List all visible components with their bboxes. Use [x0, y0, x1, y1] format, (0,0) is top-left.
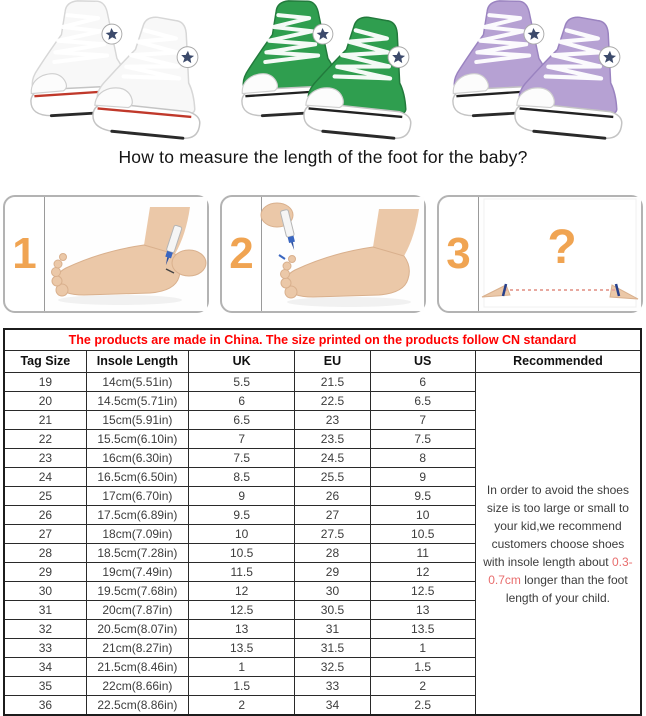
table-cell: 24 [4, 468, 86, 487]
table-cell: 22cm(8.66in) [86, 677, 188, 696]
table-cell: 29 [295, 563, 370, 582]
table-cell: 8.5 [189, 468, 295, 487]
header-insole-length: Insole Length [86, 351, 188, 373]
table-cell: 1 [370, 639, 475, 658]
table-cell: 21.5cm(8.46in) [86, 658, 188, 677]
table-cell: 9 [370, 468, 475, 487]
recommended-text-after: longer than the foot length of your child. [505, 572, 628, 605]
table-cell: 20 [4, 392, 86, 411]
table-cell: 21 [4, 411, 86, 430]
table-cell: 33 [4, 639, 86, 658]
table-cell: 28 [4, 544, 86, 563]
purple-sneakers-image [434, 3, 634, 143]
table-cell: 9.5 [370, 487, 475, 506]
cn-standard-notice: The products are made in China. The size printed on the products follow CN standard [4, 329, 641, 351]
table-cell: 18cm(7.09in) [86, 525, 188, 544]
step-photo-measure-length [479, 197, 641, 311]
table-cell: 1.5 [370, 658, 475, 677]
table-cell: 15cm(5.91in) [86, 411, 188, 430]
table-cell: 8 [370, 449, 475, 468]
table-cell: 19.5cm(7.68in) [86, 582, 188, 601]
step-panel-1 [3, 195, 209, 313]
table-cell: 17.5cm(6.89in) [86, 506, 188, 525]
table-header-row [4, 351, 641, 373]
table-cell: 27 [4, 525, 86, 544]
table-cell: 10 [370, 506, 475, 525]
table-cell: 12 [189, 582, 295, 601]
step-number: 1 [12, 229, 37, 278]
table-cell: 6 [189, 392, 295, 411]
table-cell: 32 [4, 620, 86, 639]
table-cell: 27 [295, 506, 370, 525]
size-chart [3, 328, 642, 716]
size-table-body [4, 373, 641, 716]
table-cell: 22.5 [295, 392, 370, 411]
header-uk: UK [189, 351, 295, 373]
table-cell: 22 [4, 430, 86, 449]
step-number-column [439, 197, 479, 311]
step-photo-mark-heel [45, 197, 207, 311]
green-sneakers-image [223, 3, 423, 143]
table-cell: 9.5 [189, 506, 295, 525]
recommended-text-before: In order to avoid the shoes size is too large or small to your kid,we recommend customers choose shoes with insole length about [483, 482, 629, 569]
table-cell: 18.5cm(7.28in) [86, 544, 188, 563]
table-cell: 6.5 [189, 411, 295, 430]
table-cell: 12.5 [370, 582, 475, 601]
table-cell: 7 [370, 411, 475, 430]
table-cell: 19 [4, 373, 86, 392]
recommended-highlight: 0.3-0.7cm [488, 554, 633, 587]
table-cell: 12.5 [189, 601, 295, 620]
table-cell: 20cm(7.87in) [86, 601, 188, 620]
step-photo-mark-toe [262, 197, 424, 311]
table-cell: 34 [4, 658, 86, 677]
table-cell: 13.5 [189, 639, 295, 658]
table-cell: 32.5 [295, 658, 370, 677]
table-cell: 24.5 [295, 449, 370, 468]
table-cell: 30 [4, 582, 86, 601]
table-cell: 35 [4, 677, 86, 696]
table-cell: 6 [370, 373, 475, 392]
step-number-column [5, 197, 45, 311]
table-cell: 23 [4, 449, 86, 468]
step-panel-2 [220, 195, 426, 313]
product-photos [0, 0, 646, 145]
measuring-steps [3, 195, 643, 313]
table-cell: 15.5cm(6.10in) [86, 430, 188, 449]
table-cell: 7.5 [189, 449, 295, 468]
table-cell: 31.5 [295, 639, 370, 658]
table-cell: 11.5 [189, 563, 295, 582]
table-cell: 10 [189, 525, 295, 544]
table-cell: 29 [4, 563, 86, 582]
table-cell: 25.5 [295, 468, 370, 487]
green-sneakers-illustration [223, 3, 423, 143]
table-cell: 14.5cm(5.71in) [86, 392, 188, 411]
header-eu: EU [295, 351, 370, 373]
header-us: US [370, 351, 475, 373]
table-cell: 31 [295, 620, 370, 639]
recommended-note [475, 373, 641, 716]
table-cell: 2 [370, 677, 475, 696]
header-recommended: Recommended [475, 351, 641, 373]
table-cell: 9 [189, 487, 295, 506]
table-cell: 33 [295, 677, 370, 696]
table-cell: 23.5 [295, 430, 370, 449]
table-cell: 13 [370, 601, 475, 620]
table-cell: 21.5 [295, 373, 370, 392]
table-cell: 28 [295, 544, 370, 563]
table-cell: 7.5 [370, 430, 475, 449]
table-cell: 5.5 [189, 373, 295, 392]
table-row [4, 373, 641, 392]
table-cell: 34 [295, 696, 370, 716]
table-cell: 31 [4, 601, 86, 620]
foot-heel-marking-illustration [45, 197, 207, 311]
table-cell: 25 [4, 487, 86, 506]
measure-length-illustration [479, 197, 641, 311]
table-cell: 7 [189, 430, 295, 449]
table-cell: 11 [370, 544, 475, 563]
white-sneakers-illustration [12, 3, 212, 143]
table-cell: 19cm(7.49in) [86, 563, 188, 582]
purple-sneakers-illustration [434, 3, 634, 143]
question-mark: ? [547, 221, 577, 274]
table-cell: 2.5 [370, 696, 475, 716]
step-number-column [222, 197, 262, 311]
table-cell: 2 [189, 696, 295, 716]
table-cell: 36 [4, 696, 86, 716]
step-number: 2 [229, 229, 254, 278]
size-table [3, 328, 642, 716]
table-cell: 22.5cm(8.86in) [86, 696, 188, 716]
table-cell: 30.5 [295, 601, 370, 620]
cn-standard-notice-row [4, 329, 641, 351]
header-tag-size: Tag Size [4, 351, 86, 373]
table-cell: 6.5 [370, 392, 475, 411]
table-cell: 26 [4, 506, 86, 525]
page-title: How to measure the length of the foot for the baby? [118, 147, 528, 167]
table-cell: 10.5 [370, 525, 475, 544]
table-cell: 1.5 [189, 677, 295, 696]
table-cell: 30 [295, 582, 370, 601]
table-cell: 26 [295, 487, 370, 506]
table-cell: 1 [189, 658, 295, 677]
table-cell: 14cm(5.51in) [86, 373, 188, 392]
table-cell: 20.5cm(8.07in) [86, 620, 188, 639]
table-cell: 23 [295, 411, 370, 430]
table-cell: 21cm(8.27in) [86, 639, 188, 658]
step-number: 3 [446, 229, 471, 278]
table-cell: 17cm(6.70in) [86, 487, 188, 506]
step-panel-3 [437, 195, 643, 313]
table-cell: 16.5cm(6.50in) [86, 468, 188, 487]
white-sneakers-image [12, 3, 212, 143]
table-cell: 13 [189, 620, 295, 639]
foot-toe-marking-illustration [262, 197, 424, 311]
table-cell: 13.5 [370, 620, 475, 639]
table-cell: 16cm(6.30in) [86, 449, 188, 468]
table-cell: 12 [370, 563, 475, 582]
table-cell: 27.5 [295, 525, 370, 544]
table-cell: 10.5 [189, 544, 295, 563]
